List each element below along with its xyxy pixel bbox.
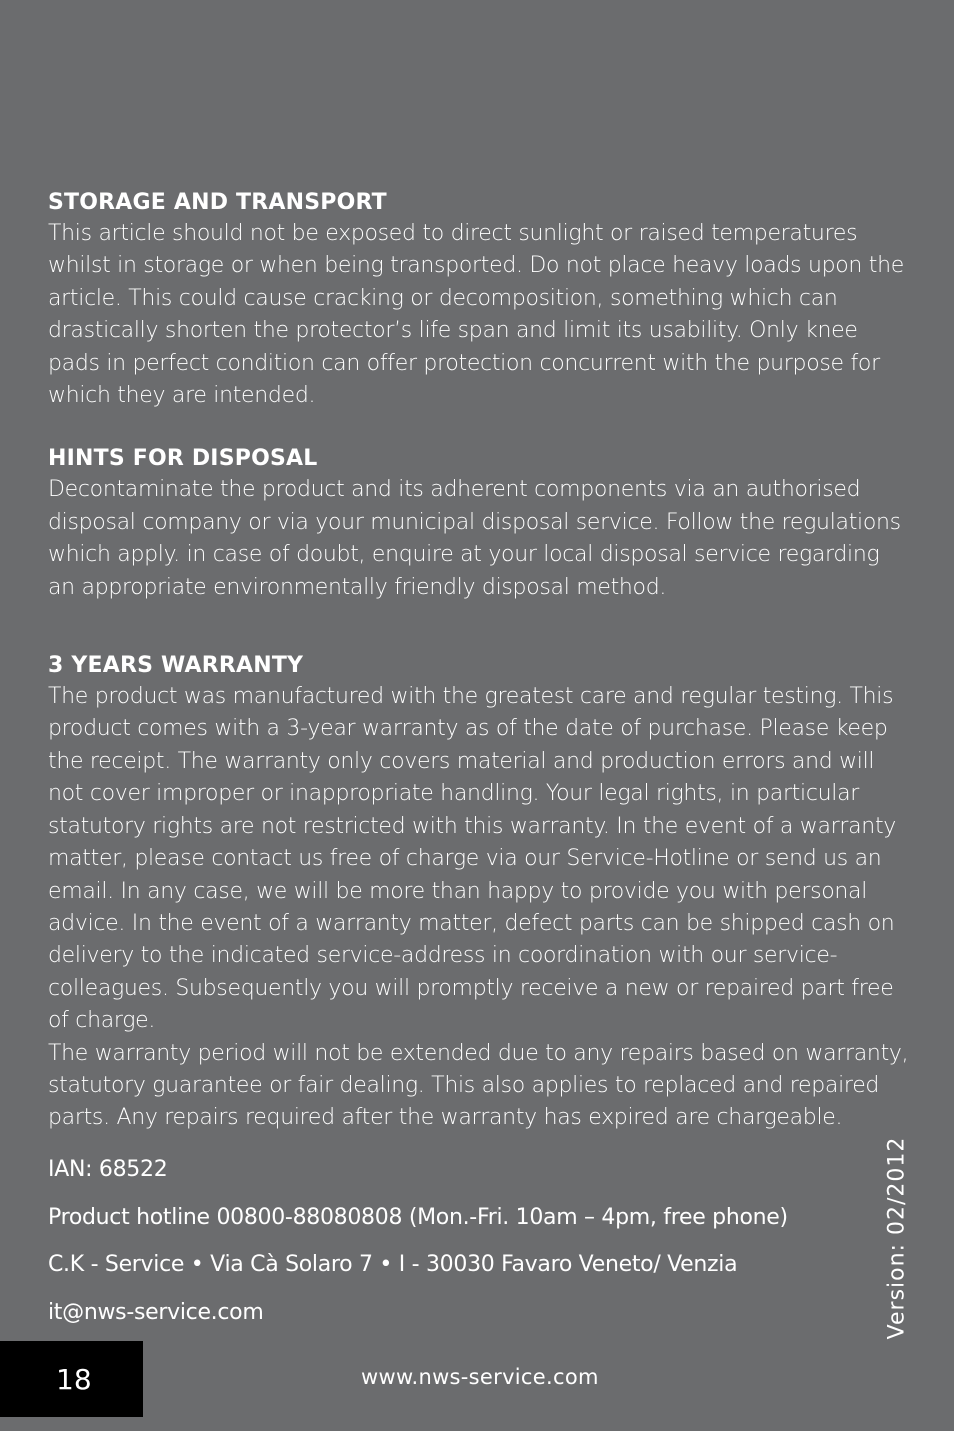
page-content: [48, 188, 910, 1135]
ian-number: IAN: 68522: [48, 1157, 168, 1182]
service-address: C.K - Service • Via Cà Solaro 7 • I - 30030 Favaro Veneto/ Venzia: [48, 1252, 738, 1277]
footer-website-link[interactable]: www.nws-service.com: [361, 1365, 599, 1389]
contact-info: [48, 1153, 868, 1343]
service-email[interactable]: it@nws-service.com: [48, 1299, 264, 1325]
storage-transport-section: [48, 188, 910, 412]
warranty-heading: 3 YEARS WARRANTY: [48, 653, 304, 679]
storage-transport-body: This article should not be exposed to direct sunlight or raised temperatures whilst in storage or when being transported. Do not place heavy loads upon the article. This could cause cracking or decomposition, something which can drastically shorten the protector’s life span and limit its usability. Only knee pads in perfect condition can offer protection concurrent with the purpose for which they are intended.: [48, 221, 904, 409]
page-number: 18: [56, 1363, 92, 1396]
disposal-section: [48, 444, 910, 604]
warranty-body: The product was manufactured with the greatest care and regular testing. This product comes with a 3-year warranty as of the date of purchase. Please keep the receipt. The warranty only covers material and production errors and will not cover improper or inappropriate handling. Your legal rights, in particular statutory rights are not restricted with this warranty. In the event of a warranty matter, please contact us free of charge via our Service-Hotline or send us an email. In any case, we will be more than happy to provide you with personal advice. In the event of a warranty matter, defect parts can be shipped cash on delivery to the indicated service-address in coordination with our service-colleagues. Subsequently you will promptly receive a new or repaired part free of charge.: [48, 684, 896, 1034]
warranty-section: [48, 651, 910, 1135]
disposal-heading: HINTS FOR DISPOSAL: [48, 446, 318, 472]
warranty-body-extension: The warranty period will not be extended due to any repairs based on warranty, statutory guarantee or fair dealing. This also applies to replaced and repaired parts. Any repairs required after the warranty has expired are chargeable.: [48, 1040, 909, 1131]
disposal-body: Decontaminate the product and its adherent components via an authorised disposal company or via your municipal disposal service. Follow the regulations which apply. in case of doubt, enquire at your local disposal service regarding an appropriate environmentally friendly disposal method.: [48, 477, 901, 600]
version-label: Version: 02/2012: [884, 1136, 910, 1340]
product-hotline: Product hotline 00800-88080808 (Mon.-Fri. 10am – 4pm, free phone): [48, 1204, 788, 1230]
storage-transport-heading: STORAGE AND TRANSPORT: [48, 190, 387, 215]
